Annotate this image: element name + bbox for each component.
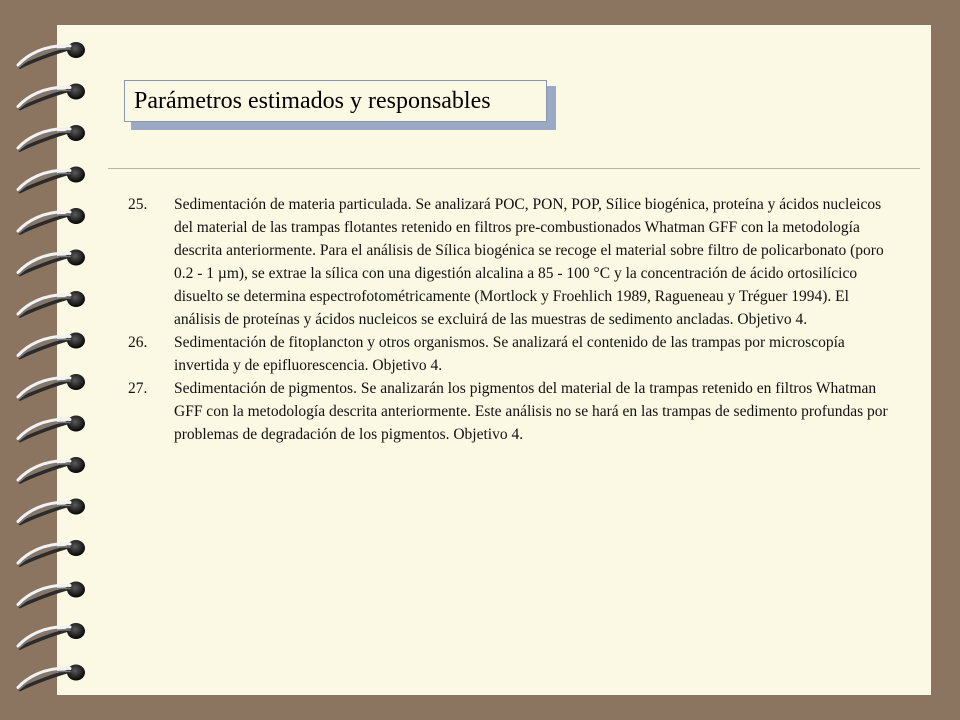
spiral-ring-icon <box>18 582 85 607</box>
spiral-ring-icon <box>18 457 85 482</box>
title-box <box>124 80 547 122</box>
list-item <box>128 193 898 331</box>
spiral-ring-icon <box>18 208 85 233</box>
spiral-ring-icon <box>18 125 85 150</box>
spiral-ring-icon <box>18 250 85 275</box>
item-text: Sedimentación de fitoplancton y otros organismos. Se analizará el contenido de las trampas por microscopía invertida y de epifluorescencia. Objetivo 4. <box>174 334 845 374</box>
spiral-ring-icon <box>18 167 85 192</box>
spiral-binding-icon <box>0 0 120 720</box>
spiral-ring-icon <box>18 499 85 524</box>
spiral-ring-icon <box>18 540 85 565</box>
item-number: 26. <box>128 334 148 351</box>
spiral-ring-icon <box>18 42 85 67</box>
list-item <box>128 377 898 446</box>
spiral-ring-icon <box>18 333 85 358</box>
spiral-ring-icon <box>18 416 85 441</box>
spiral-ring-icon <box>18 374 85 399</box>
item-text: Sedimentación de materia particulada. Se analizará POC, PON, POP, Sílice biogénica, proteína y ácidos nucleicos del material de las trampas flotantes retenido en filtros pre-combustionados Whatman GFF con la metodología descrita anteriormente. Para el análisis de Sílica biogénica se recoge el material sobre filtro de policarbonato (poro 0.2 - 1 µm), se extrae la sílica con una digestión alcalina a 85 - 100 °C y la concentración de ácido ortosilícico disuelto se determina espectrofotométricamente (Mortlock y Froehlich 1989, Ragueneau y Tréguer 1994). El análisis de proteínas y ácidos nucleicos se excluirá de las muestras de sedimento ancladas. Objetivo 4. <box>174 196 884 328</box>
spiral-ring-icon <box>18 291 85 316</box>
page-title: Parámetros estimados y responsables <box>134 87 491 114</box>
spiral-ring-icon <box>18 623 85 648</box>
list-item <box>128 331 898 377</box>
spiral-ring-icon <box>18 665 85 690</box>
item-number: 25. <box>128 196 148 213</box>
item-text: Sedimentación de pigmentos. Se analizarán los pigmentos del material de la trampas retenido en filtros Whatman GFF con la metodología descrita anteriormente. Este análisis no se hará en las trampas de sedimento profundas por problemas de degradación de los pigmentos. Objetivo 4. <box>174 380 888 443</box>
divider <box>108 168 920 169</box>
item-number: 27. <box>128 380 148 397</box>
numbered-list <box>128 193 898 446</box>
spiral-ring-icon <box>18 84 85 109</box>
